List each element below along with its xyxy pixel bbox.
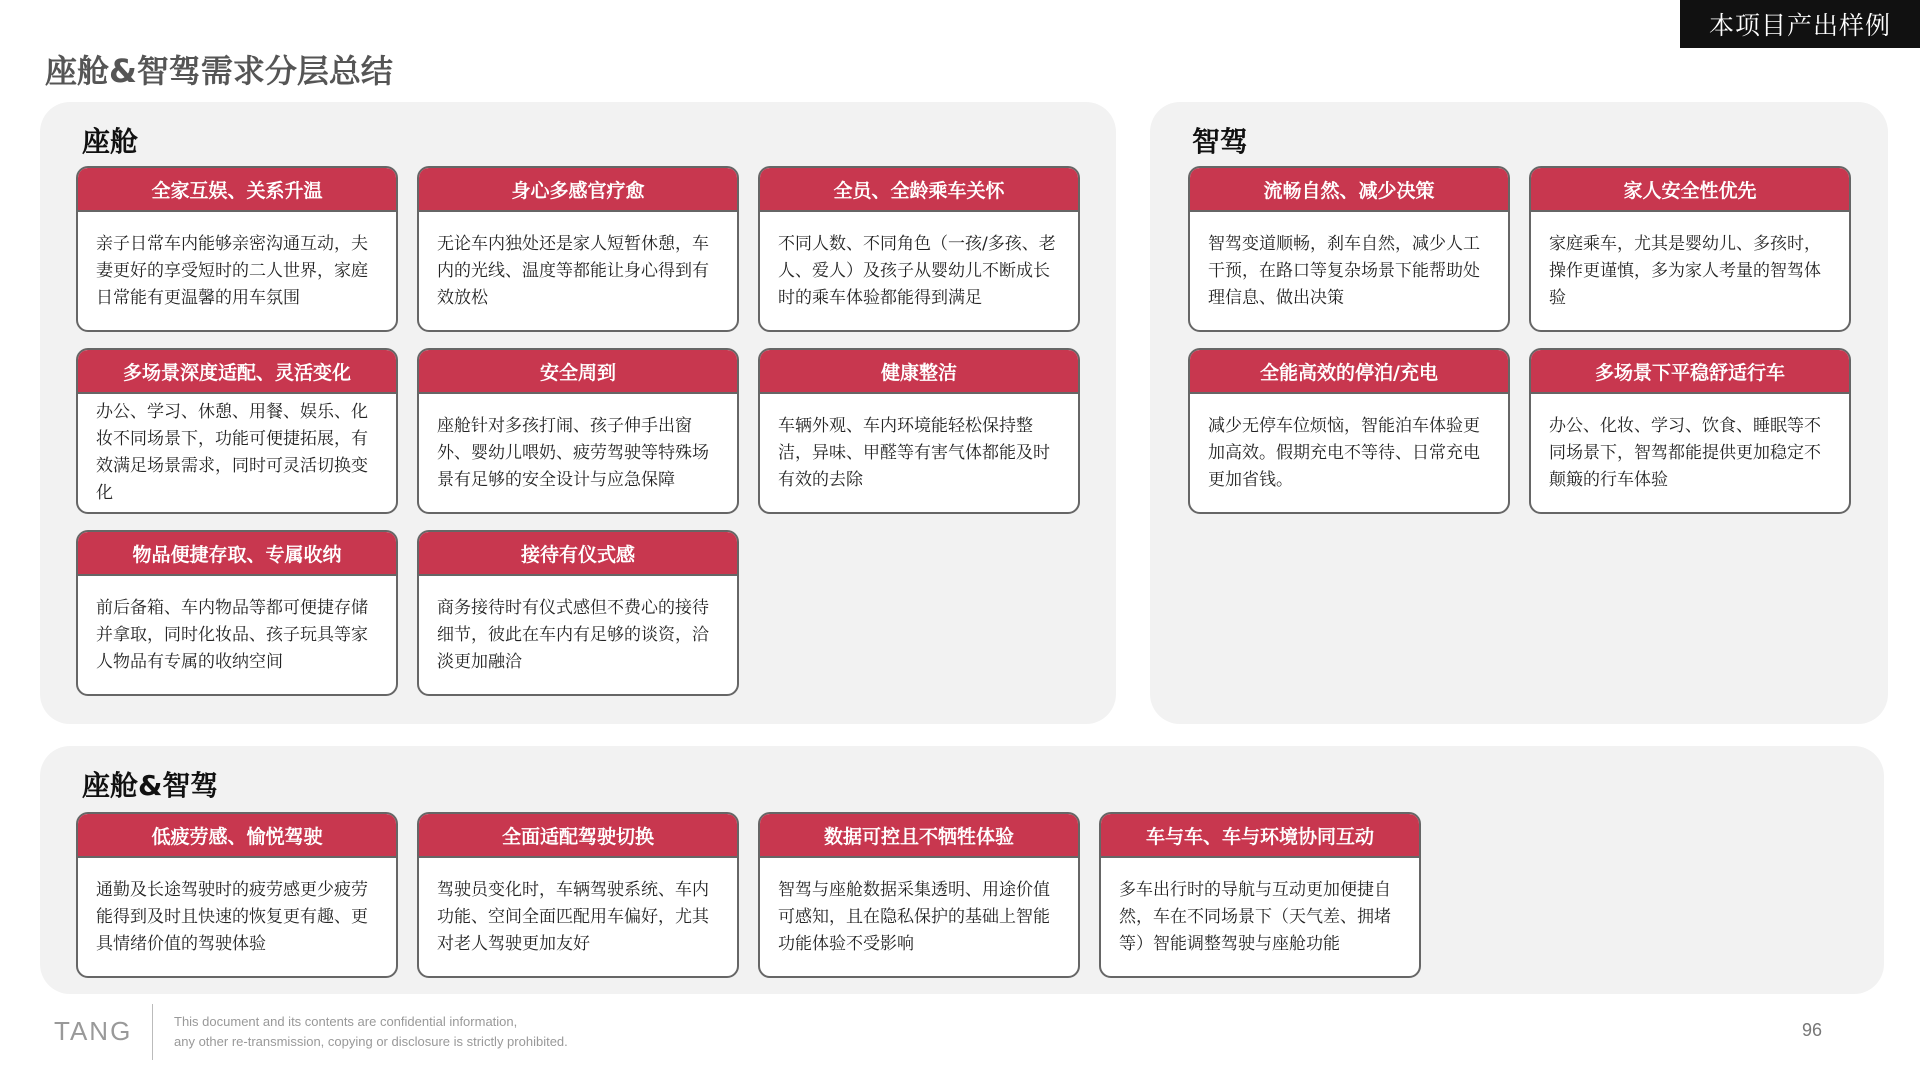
cabin-card: [76, 348, 398, 514]
driving-card: [1529, 166, 1851, 332]
card-body: 通勤及长途驾驶时的疲劳感更少疲劳能得到及时且快速的恢复更有趣、更具情绪价值的驾驶体验: [96, 879, 368, 954]
cabin-card: [758, 166, 1080, 332]
card-body: 办公、化妆、学习、饮食、睡眠等不同场景下，智驾都能提供更加稳定不颠簸的行车体验: [1549, 415, 1821, 490]
card-title: 物品便捷存取、专属收纳: [78, 532, 396, 576]
card-body: 前后备箱、车内物品等都可便捷存储并拿取，同时化妆品、孩子玩具等家人物品有专属的收纳空间: [96, 597, 368, 672]
cabin-card: [417, 166, 739, 332]
card-title: 全面适配驾驶切换: [419, 814, 737, 858]
card-title: 全能高效的停泊/充电: [1190, 350, 1508, 394]
cabin-panel: [40, 102, 1116, 724]
both-card: [1099, 812, 1421, 978]
cabin-card: [76, 530, 398, 696]
company-logo: TANG: [54, 1016, 133, 1046]
card-body: 多车出行时的导航与互动更加便捷自然，车在不同场景下（天气差、拥堵等）智能调整驾驶与座舱功能: [1119, 879, 1391, 954]
card-title: 健康整洁: [760, 350, 1078, 394]
card-body: 减少无停车位烦恼，智能泊车体验更加高效。假期充电不等待、日常充电更加省钱。: [1208, 415, 1480, 490]
card-title: 数据可控且不牺牲体验: [760, 814, 1078, 858]
card-body: 智驾与座舱数据采集透明、用途价值可感知，且在隐私保护的基础上智能功能体验不受影响: [778, 879, 1050, 954]
card-title: 低疲劳感、愉悦驾驶: [78, 814, 396, 858]
cabin-panel-title: 座舱: [82, 125, 139, 158]
card-body: 智驾变道顺畅，刹车自然，减少人工干预，在路口等复杂场景下能帮助处理信息、做出决策: [1208, 233, 1480, 308]
card-title: 全家互娱、关系升温: [78, 168, 396, 212]
card-title: 车与车、车与环境协同互动: [1101, 814, 1419, 858]
card-title: 流畅自然、减少决策: [1190, 168, 1508, 212]
card-title: 身心多感官疗愈: [419, 168, 737, 212]
driving-card: [1188, 348, 1510, 514]
confidential-note-line: This document and its contents are confidential information,: [174, 1014, 518, 1029]
both-card: [417, 812, 739, 978]
cabin-card: [417, 348, 739, 514]
cabin-card: [76, 166, 398, 332]
driving-card: [1188, 166, 1510, 332]
sample-tag: 本项目产出样例: [1680, 0, 1920, 48]
cabin-card: [417, 530, 739, 696]
card-body: 亲子日常车内能够亲密沟通互动，夫妻更好的享受短时的二人世界，家庭日常能有更温馨的用车氛围: [96, 233, 368, 308]
confidential-note: [174, 1012, 568, 1052]
card-title: 多场景深度适配、灵活变化: [78, 350, 396, 394]
card-title: 全员、全龄乘车关怀: [760, 168, 1078, 212]
card-body: 车辆外观、车内环境能轻松保持整洁，异味、甲醛等有害气体都能及时有效的去除: [778, 415, 1050, 490]
both-panel-title: 座舱&智驾: [82, 769, 219, 802]
card-body: 无论车内独处还是家人短暂休憩，车内的光线、温度等都能让身心得到有效放松: [437, 233, 709, 308]
page-title: 座舱&智驾需求分层总结: [45, 52, 393, 90]
driving-panel-title: 智驾: [1192, 125, 1249, 158]
card-body: 家庭乘车，尤其是婴幼儿、多孩时，操作更谨慎，多为家人考量的智驾体验: [1549, 233, 1821, 308]
cabin-card: [758, 348, 1080, 514]
card-body: 驾驶员变化时，车辆驾驶系统、车内功能、空间全面匹配用车偏好，尤其对老人驾驶更加友好: [437, 879, 709, 954]
page-number: 96: [1802, 1020, 1823, 1040]
card-body: 不同人数、不同角色（一孩/多孩、老人、爱人）及孩子从婴幼儿不断成长时的乘车体验都能得到满足: [778, 233, 1056, 308]
confidential-note-line: any other re-transmission, copying or disclosure is strictly prohibited.: [174, 1034, 568, 1049]
card-body: 座舱针对多孩打闹、孩子伸手出窗外、婴幼儿喂奶、疲劳驾驶等特殊场景有足够的安全设计与应急保障: [437, 415, 709, 490]
card-title: 家人安全性优先: [1531, 168, 1849, 212]
both-card: [758, 812, 1080, 978]
driving-panel: [1150, 102, 1888, 724]
card-body: 办公、学习、休憩、用餐、娱乐、化妆不同场景下，功能可便捷拓展，有效满足场景需求，同时可灵活切换变化: [96, 402, 368, 503]
card-body: 商务接待时有仪式感但不费心的接待细节，彼此在车内有足够的谈资，洽淡更加融洽: [437, 597, 709, 672]
card-title: 多场景下平稳舒适行车: [1531, 350, 1849, 394]
driving-card: [1529, 348, 1851, 514]
card-title: 安全周到: [419, 350, 737, 394]
both-card: [76, 812, 398, 978]
footer-divider: [152, 1004, 153, 1060]
both-panel: [40, 746, 1884, 994]
card-title: 接待有仪式感: [419, 532, 737, 576]
